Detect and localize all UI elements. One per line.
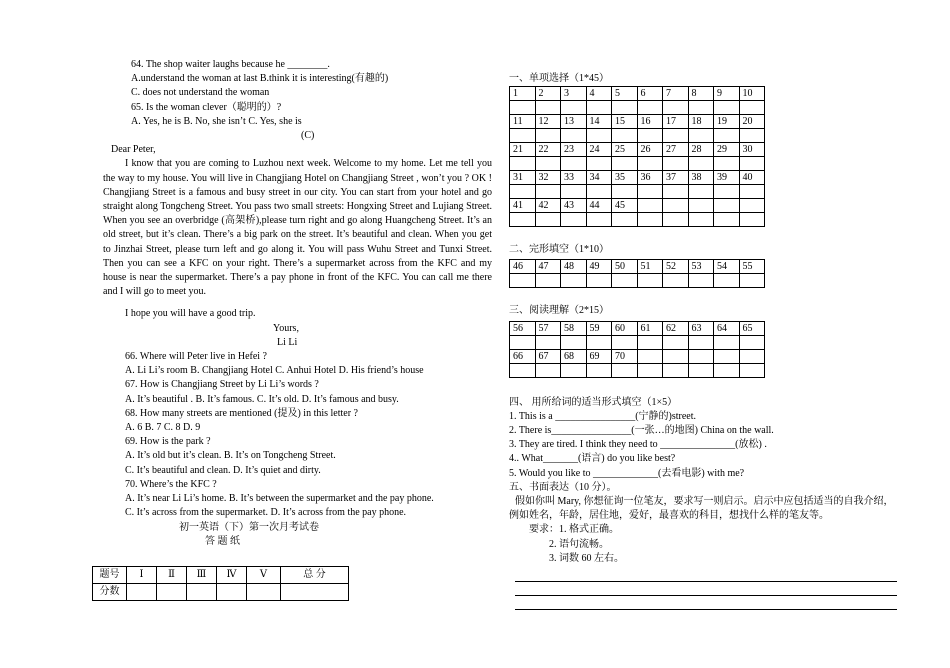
grid-number-cell (688, 349, 714, 363)
score-cell[interactable] (127, 584, 157, 601)
section2-title: 二、完形填空（1*10） (509, 244, 609, 256)
grid-number-cell: 53 (688, 260, 714, 274)
score-table-header (93, 567, 349, 584)
grid-number-cell: 22 (535, 143, 561, 157)
section5-requirement-1: 要求：1. 格式正确。 (529, 524, 619, 536)
grid-answer-cell[interactable] (510, 213, 536, 227)
score-cell[interactable] (187, 584, 217, 601)
grid-answer-cell[interactable] (637, 185, 663, 199)
grid-answer-cell[interactable] (510, 274, 536, 288)
grid-answer-cell[interactable] (688, 157, 714, 171)
grid-answer-cell[interactable] (663, 335, 689, 349)
grid-number-cell: 57 (535, 321, 561, 335)
grid-answer-cell[interactable] (612, 274, 638, 288)
grid-answer-cell[interactable] (510, 101, 536, 115)
grid-answer-cell[interactable] (612, 363, 638, 377)
grid-number-cell: 66 (510, 349, 536, 363)
grid-answer-cell[interactable] (561, 335, 587, 349)
grid-answer-cell[interactable] (510, 157, 536, 171)
score-header-cell: Ⅱ (157, 567, 187, 584)
q65-question: 65. Is the woman clever（聪明的）? (131, 101, 282, 113)
grid-answer-cell[interactable] (688, 363, 714, 377)
grid-answer-cell[interactable] (714, 129, 740, 143)
section5-prompt: 假如你叫 Mary, 你想征询一位笔友，要求写一则启示。启示中应包括适当的自我介绍，例如姓名，年龄，居住地，爱好，最喜欢的科目，想找什么样的笔友等。 (509, 496, 894, 522)
grid-answer-cell[interactable] (510, 129, 536, 143)
grid-answer-cell[interactable] (561, 213, 587, 227)
grid-answer-cell[interactable] (663, 185, 689, 199)
grid-number-cell: 19 (714, 115, 740, 129)
q64-question: 64. The shop waiter laughs because he ________. (131, 59, 330, 70)
grid-answer-cell[interactable] (714, 213, 740, 227)
grid-answer-cell[interactable] (586, 274, 612, 288)
grid-answer-cell[interactable] (739, 129, 765, 143)
q66-options: A. Li Li’s room B. Changjiang Hotel C. Anhui Hotel D. His friend’s house (125, 365, 424, 377)
section3-answer-grid (509, 321, 765, 378)
grid-answer-cell[interactable] (637, 335, 663, 349)
grid-answer-cell[interactable] (637, 157, 663, 171)
grid-answer-cell[interactable] (688, 101, 714, 115)
section5-title: 五、书面表达（10 分）。 (509, 481, 617, 493)
grid-number-cell: 47 (535, 260, 561, 274)
grid-answer-cell[interactable] (663, 157, 689, 171)
grid-number-cell (688, 199, 714, 213)
grid-number-cell: 58 (561, 321, 587, 335)
score-header-cell: Ⅴ (247, 567, 281, 584)
grid-number-cell: 41 (510, 199, 536, 213)
grid-number-cell: 21 (510, 143, 536, 157)
grid-answer-cell[interactable] (612, 157, 638, 171)
grid-answer-cell[interactable] (714, 335, 740, 349)
grid-number-cell: 67 (535, 349, 561, 363)
writing-line[interactable] (515, 596, 897, 610)
writing-line[interactable] (515, 568, 897, 582)
grid-number-cell (637, 349, 663, 363)
grid-number-cell: 9 (714, 87, 740, 101)
section1-answer-grid (509, 86, 765, 227)
q69-options-cd: C. It’s beautiful and clean. D. It’s quiet and dirty. (125, 464, 321, 476)
letter-signature: Li Li (277, 336, 298, 348)
section4-item: 4.. What_______(语言) do you like best? (509, 453, 676, 465)
grid-number-cell: 6 (637, 87, 663, 101)
section3-title: 三、阅读理解（2*15） (509, 305, 609, 317)
score-header-cell: 题号 (93, 567, 127, 584)
grid-number-cell: 69 (586, 349, 612, 363)
score-header-cell: Ⅰ (127, 567, 157, 584)
grid-answer-cell[interactable] (688, 129, 714, 143)
grid-number-row (510, 260, 765, 274)
section5-requirement-3: 3. 词数 60 左右。 (549, 552, 624, 564)
grid-answer-cell[interactable] (739, 213, 765, 227)
q64-options-ab: A.understand the woman at last B.think it is interesting(有趣的) (131, 73, 389, 85)
grid-answer-cell[interactable] (637, 363, 663, 377)
grid-answer-cell[interactable] (739, 335, 765, 349)
grid-number-cell: 44 (586, 199, 612, 213)
grid-number-cell: 64 (714, 321, 740, 335)
grid-number-row (510, 143, 765, 157)
grid-answer-cell[interactable] (612, 129, 638, 143)
grid-answer-row (510, 213, 765, 227)
grid-number-cell: 33 (561, 171, 587, 185)
grid-answer-cell[interactable] (637, 274, 663, 288)
grid-number-cell: 50 (612, 260, 638, 274)
grid-number-cell: 24 (586, 143, 612, 157)
q65-answer: (C) (301, 130, 315, 142)
grid-answer-cell[interactable] (535, 335, 561, 349)
grid-number-cell: 23 (561, 143, 587, 157)
section4-item: 3. They are tired. I think they need to _______________(放松) . (509, 439, 767, 451)
score-cell[interactable] (217, 584, 247, 601)
q65-options: A. Yes, he is B. No, she isn’t C. Yes, she is (131, 115, 302, 127)
grid-answer-cell[interactable] (663, 274, 689, 288)
grid-answer-cell[interactable] (561, 101, 587, 115)
q64-option-c: C. does not understand the woman (131, 87, 270, 99)
grid-number-cell: 17 (663, 115, 689, 129)
grid-number-cell: 25 (612, 143, 638, 157)
grid-number-cell: 1 (510, 87, 536, 101)
grid-number-cell: 65 (739, 321, 765, 335)
grid-number-cell: 32 (535, 171, 561, 185)
grid-number-cell: 43 (561, 199, 587, 213)
grid-number-cell (714, 349, 740, 363)
grid-number-cell: 48 (561, 260, 587, 274)
grid-number-cell: 42 (535, 199, 561, 213)
grid-number-cell: 18 (688, 115, 714, 129)
grid-answer-row (510, 363, 765, 377)
answer-sheet-subtitle: 答 题 纸 (205, 535, 240, 547)
grid-answer-cell[interactable] (535, 101, 561, 115)
score-header-cell: Ⅲ (187, 567, 217, 584)
score-table-row (93, 584, 349, 601)
grid-answer-cell[interactable] (586, 335, 612, 349)
grid-number-cell: 31 (510, 171, 536, 185)
grid-answer-cell[interactable] (612, 101, 638, 115)
score-cell[interactable] (157, 584, 187, 601)
grid-number-cell: 46 (510, 260, 536, 274)
grid-answer-cell[interactable] (714, 185, 740, 199)
grid-number-cell: 56 (510, 321, 536, 335)
q67-question: 67. How is Changjiang Street by Li Li’s words ? (125, 379, 319, 391)
letter-closing: I hope you will have a good trip. (125, 308, 256, 320)
letter-yours: Yours, (273, 322, 299, 334)
grid-answer-cell[interactable] (739, 185, 765, 199)
grid-answer-cell[interactable] (510, 185, 536, 199)
grid-answer-cell[interactable] (612, 335, 638, 349)
grid-number-cell: 51 (637, 260, 663, 274)
grid-number-cell: 4 (586, 87, 612, 101)
grid-answer-cell[interactable] (535, 274, 561, 288)
left-column (103, 58, 492, 549)
grid-number-cell: 52 (663, 260, 689, 274)
grid-number-cell: 26 (637, 143, 663, 157)
grid-answer-row (510, 335, 765, 349)
letter-greeting: Dear Peter, (111, 144, 156, 156)
q69-options-ab: A. It’s old but it’s clean. B. It’s on Tongcheng Street. (125, 450, 336, 462)
grid-number-cell: 5 (612, 87, 638, 101)
grid-number-row (510, 171, 765, 185)
grid-number-cell: 62 (663, 321, 689, 335)
grid-answer-row (510, 157, 765, 171)
answer-sheet-title: 初一英语（下）第一次月考试卷 (179, 521, 319, 533)
grid-answer-cell[interactable] (535, 363, 561, 377)
grid-number-cell: 10 (739, 87, 765, 101)
grid-number-row (510, 115, 765, 129)
grid-number-cell: 8 (688, 87, 714, 101)
grid-answer-cell[interactable] (663, 363, 689, 377)
grid-answer-cell[interactable] (663, 129, 689, 143)
grid-answer-cell[interactable] (561, 129, 587, 143)
grid-number-cell: 28 (688, 143, 714, 157)
grid-answer-cell[interactable] (586, 157, 612, 171)
grid-number-cell: 13 (561, 115, 587, 129)
q70-options-cd: C. It’s across from the supermarket. D. It’s across from the pay phone. (125, 507, 407, 519)
grid-number-cell: 39 (714, 171, 740, 185)
grid-number-cell: 63 (688, 321, 714, 335)
grid-number-cell: 60 (612, 321, 638, 335)
section4-title: 四、 用所给词的适当形式填空（1×5） (509, 396, 678, 408)
grid-answer-cell[interactable] (714, 274, 740, 288)
grid-number-cell: 34 (586, 171, 612, 185)
grid-answer-cell[interactable] (612, 185, 638, 199)
grid-number-cell: 59 (586, 321, 612, 335)
grid-answer-cell[interactable] (688, 274, 714, 288)
grid-answer-cell[interactable] (688, 185, 714, 199)
grid-number-row (510, 87, 765, 101)
section4-item: 2. There is________________(一张…的地图) China on the wall. (509, 425, 774, 437)
grid-number-cell: 70 (612, 349, 638, 363)
grid-answer-cell[interactable] (739, 274, 765, 288)
grid-answer-cell[interactable] (586, 213, 612, 227)
score-header-cell: 总 分 (281, 567, 349, 584)
grid-answer-row (510, 185, 765, 199)
grid-number-cell: 45 (612, 199, 638, 213)
grid-number-cell: 35 (612, 171, 638, 185)
grid-number-row (510, 349, 765, 363)
grid-number-cell: 55 (739, 260, 765, 274)
grid-number-cell: 40 (739, 171, 765, 185)
grid-answer-cell[interactable] (535, 129, 561, 143)
section5-requirement-2: 2. 语句流畅。 (549, 538, 609, 550)
q68-options: A. 6 B. 7 C. 8 D. 9 (125, 422, 201, 434)
letter-body: I know that you are coming to Luzhou next week. Welcome to my home. Let me tell you the way to my house. You will live in Changjiang Hotel on Changjiang Street , won’t you ? OK ! Changjiang Street is a famous and busy street in our city. You can start from your hotel and go straight along Tongcheng Street. You pass two small streets: Hongxing Street and Lujiang Street. When you see an overbridge (高架桥),please turn right and go along Huangcheng Street. It’s an old street, but it’s clean. There’s a big park on the street. It’s beautiful and clean. When you get to Jinzhai Street, please turn left and go along it. You will pass Wuhu Street and Tunxi Street. Then you can see a KFC on your right. There’s a supermarket across from the KFC and my house is near the supermarket. There’s a pay phone in front of the KFC. You can call me there and I will go to meet you. (103, 158, 492, 298)
grid-answer-cell[interactable] (510, 363, 536, 377)
grid-number-cell: 27 (663, 143, 689, 157)
grid-number-cell: 12 (535, 115, 561, 129)
score-header-cell: Ⅳ (217, 567, 247, 584)
grid-answer-cell[interactable] (688, 213, 714, 227)
grid-answer-row (510, 274, 765, 288)
grid-number-cell (739, 199, 765, 213)
grid-number-cell: 3 (561, 87, 587, 101)
right-column (509, 72, 899, 610)
grid-answer-cell[interactable] (739, 363, 765, 377)
grid-answer-cell[interactable] (714, 101, 740, 115)
grid-number-cell (637, 199, 663, 213)
grid-number-cell: 61 (637, 321, 663, 335)
score-table (92, 566, 349, 601)
grid-number-cell: 68 (561, 349, 587, 363)
score-cell[interactable] (281, 584, 349, 601)
grid-answer-cell[interactable] (561, 157, 587, 171)
grid-number-cell: 38 (688, 171, 714, 185)
q68-question: 68. How many streets are mentioned (提及) in this letter ? (125, 407, 358, 419)
grid-answer-cell[interactable] (663, 101, 689, 115)
grid-number-row (510, 199, 765, 213)
grid-number-cell: 49 (586, 260, 612, 274)
grid-number-cell: 11 (510, 115, 536, 129)
grid-answer-cell[interactable] (561, 274, 587, 288)
grid-answer-cell[interactable] (739, 157, 765, 171)
q69-question: 69. How is the park ? (125, 436, 211, 448)
grid-number-cell: 14 (586, 115, 612, 129)
grid-number-cell: 37 (663, 171, 689, 185)
grid-answer-cell[interactable] (637, 101, 663, 115)
grid-answer-cell[interactable] (714, 363, 740, 377)
grid-number-row (510, 321, 765, 335)
grid-number-cell (714, 199, 740, 213)
score-row-label: 分数 (93, 584, 127, 601)
grid-number-cell: 7 (663, 87, 689, 101)
grid-answer-row (510, 101, 765, 115)
grid-answer-cell[interactable] (535, 185, 561, 199)
section1-title: 一、单项选择（1*45） (509, 73, 609, 84)
grid-number-cell: 54 (714, 260, 740, 274)
section4-item: 5. Would you like to _____________(去看电影) with me? (509, 467, 745, 479)
grid-answer-cell[interactable] (586, 363, 612, 377)
writing-line[interactable] (515, 582, 897, 596)
grid-number-cell: 29 (714, 143, 740, 157)
q66-question: 66. Where will Peter live in Hefei ? (125, 351, 267, 363)
grid-number-cell: 20 (739, 115, 765, 129)
grid-answer-cell[interactable] (561, 185, 587, 199)
grid-answer-cell[interactable] (535, 157, 561, 171)
grid-number-cell: 15 (612, 115, 638, 129)
section4-item: 1. This is a ________________(宁静的)street. (509, 410, 697, 422)
q70-options-ab: A. It’s near Li Li’s home. B. It’s between the supermarket and the pay phone. (125, 493, 434, 505)
grid-answer-cell[interactable] (688, 335, 714, 349)
grid-answer-cell[interactable] (637, 213, 663, 227)
grid-number-cell (739, 349, 765, 363)
grid-answer-row (510, 129, 765, 143)
grid-number-cell (663, 199, 689, 213)
grid-answer-cell[interactable] (535, 213, 561, 227)
grid-number-cell: 16 (637, 115, 663, 129)
score-cell[interactable] (247, 584, 281, 601)
grid-answer-cell[interactable] (612, 213, 638, 227)
grid-answer-cell[interactable] (586, 129, 612, 143)
grid-answer-cell[interactable] (637, 129, 663, 143)
grid-answer-cell[interactable] (663, 213, 689, 227)
grid-answer-cell[interactable] (561, 363, 587, 377)
grid-number-cell: 30 (739, 143, 765, 157)
grid-number-cell: 2 (535, 87, 561, 101)
grid-answer-cell[interactable] (586, 185, 612, 199)
grid-answer-cell[interactable] (739, 101, 765, 115)
q70-question: 70. Where’s the KFC ? (125, 478, 217, 490)
grid-answer-cell[interactable] (586, 101, 612, 115)
grid-number-cell (663, 349, 689, 363)
grid-number-cell: 36 (637, 171, 663, 185)
section2-answer-grid (509, 259, 765, 288)
q67-options: A. It’s beautiful . B. It’s famous. C. It’s old. D. It’s famous and busy. (125, 393, 399, 405)
grid-answer-cell[interactable] (510, 335, 536, 349)
grid-answer-cell[interactable] (714, 157, 740, 171)
